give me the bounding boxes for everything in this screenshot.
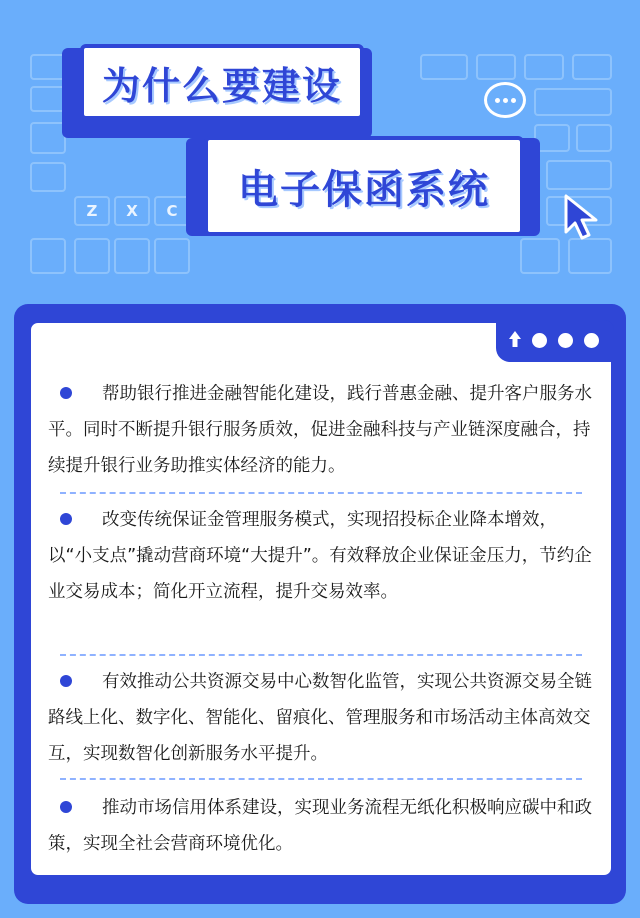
window-dot-icon: [532, 333, 547, 348]
key: [546, 160, 612, 190]
window-dot-icon: [558, 333, 573, 348]
bullet-icon: [60, 675, 72, 687]
divider: [60, 778, 582, 780]
key-z: Z: [74, 196, 110, 226]
key: [524, 54, 564, 80]
window-dot-icon: [584, 333, 599, 348]
list-item: [48, 376, 600, 484]
key: [476, 54, 516, 80]
window-tab: [496, 320, 614, 362]
key: [534, 88, 612, 116]
arrow-up-icon: [508, 330, 522, 348]
item-text: 改变传统保证金管理服务模式，实现招投标企业降本增效，以“小支点”撬动营商环境“大提升”。有效释放企业保证金压力，节约企业交易成本；简化开立流程，提升交易效率。: [48, 510, 592, 602]
item-text: 推动市场信用体系建设，实现业务流程无纸化积极响应碳中和政策，实现全社会营商环境优化。: [48, 798, 592, 854]
list-item: [48, 790, 600, 862]
title-line1: 为什么要建设: [101, 63, 342, 108]
key: [114, 238, 150, 274]
key: [30, 86, 66, 112]
key: [74, 238, 110, 274]
key: [30, 238, 66, 274]
key: [572, 54, 612, 80]
item-text: 有效推动公共资源交易中心数智化监管，实现公共资源交易全链路线上化、数字化、智能化、留痕化、管理服务和市场活动主体高效交互，实现数智化创新服务水平提升。: [48, 672, 592, 764]
key-x: X: [114, 196, 150, 226]
mouse-cursor-icon: [560, 192, 606, 244]
chat-bubble-icon: [484, 82, 526, 118]
bullet-icon: [60, 387, 72, 399]
bullet-icon: [60, 513, 72, 525]
bullet-icon: [60, 801, 72, 813]
list-item: [48, 502, 600, 610]
key: [420, 54, 468, 80]
key: [154, 238, 190, 274]
key: [520, 238, 560, 274]
divider: [60, 492, 582, 494]
key: [30, 54, 66, 80]
key: [30, 122, 66, 154]
key: [576, 124, 612, 152]
divider: [60, 654, 582, 656]
key-c: C: [154, 196, 190, 226]
item-text: 帮助银行推进金融智能化建设，践行普惠金融、提升客户服务水平。同时不断提升银行服务质效，促进金融科技与产业链深度融合，持续提升银行业务助推实体经济的能力。: [48, 384, 592, 476]
list-item: [48, 664, 600, 772]
title-line2: 电子保函系统: [238, 166, 490, 213]
key: [30, 162, 66, 192]
